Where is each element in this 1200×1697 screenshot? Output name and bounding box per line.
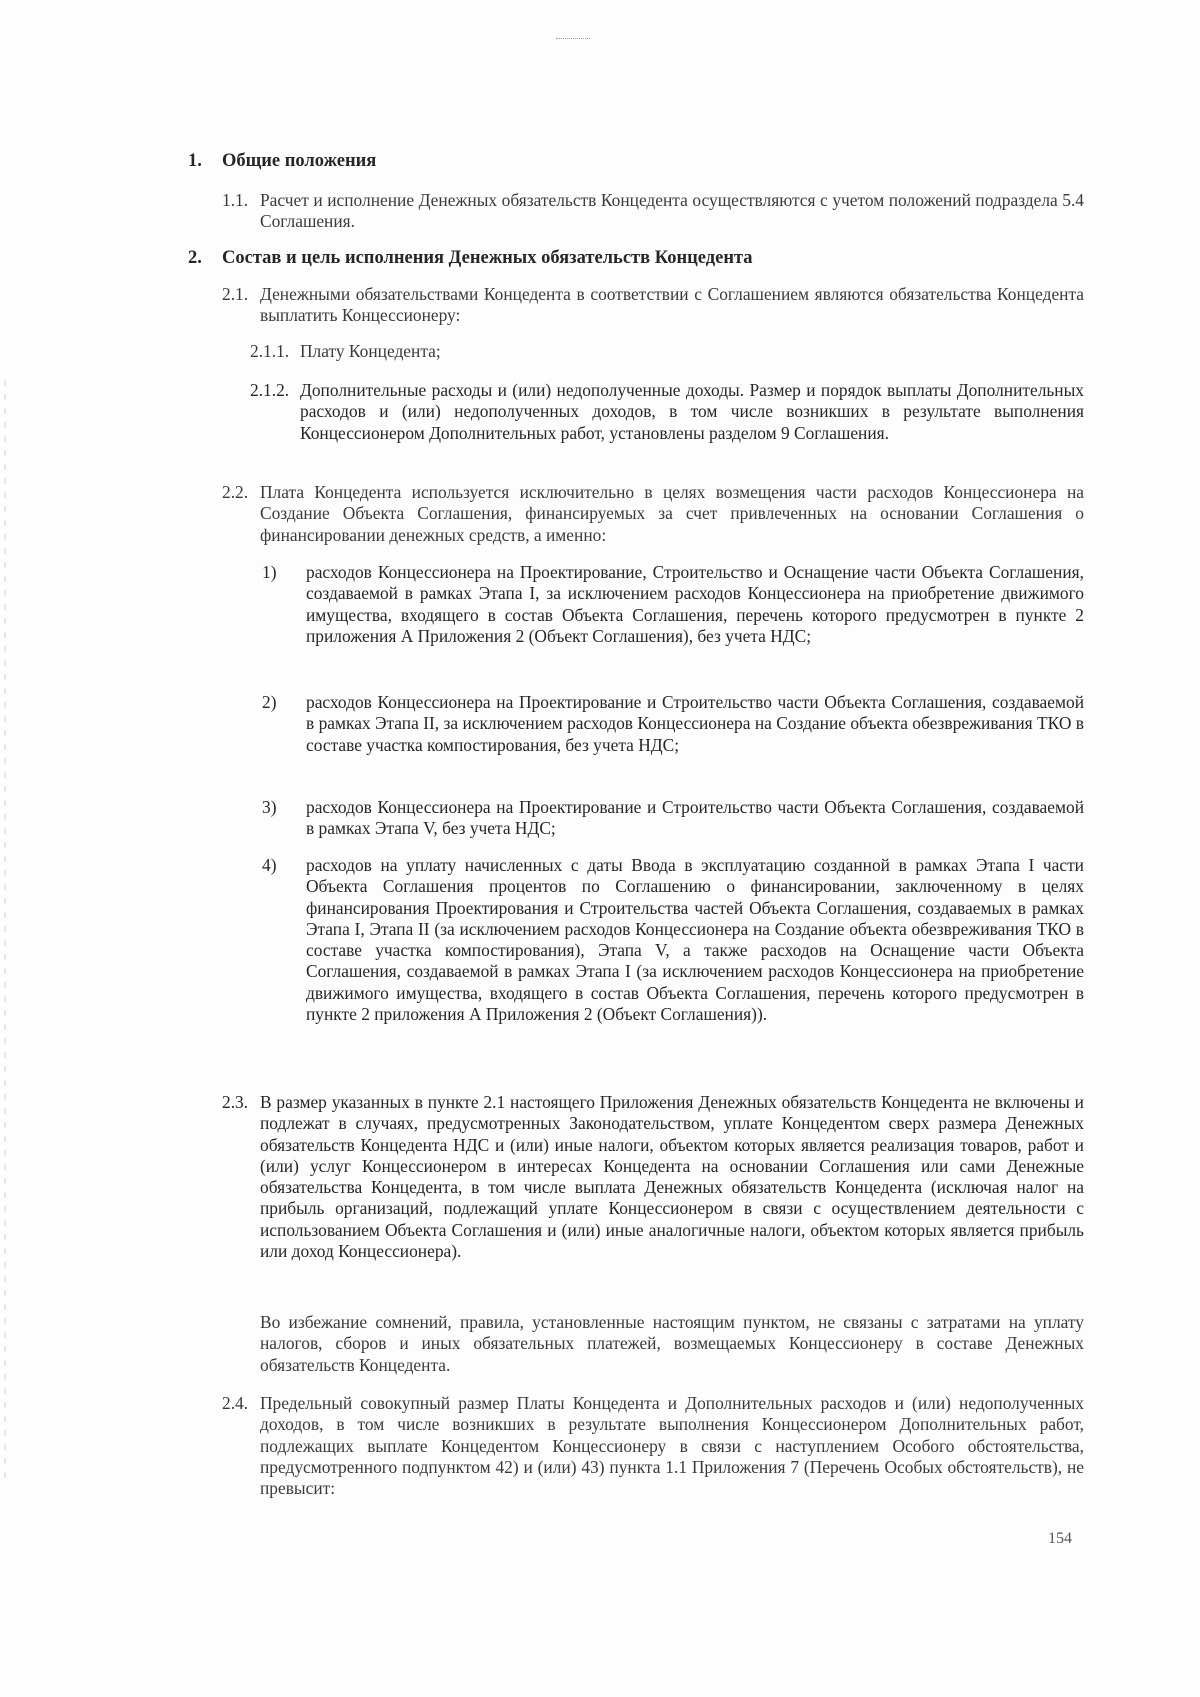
clause-text: Плату Концедента; <box>300 341 441 361</box>
list-item-2 <box>262 692 1084 756</box>
clause-1-1 <box>222 190 1084 233</box>
section-title: Общие положения <box>222 151 377 171</box>
scan-edge-artifact <box>4 380 6 1480</box>
section-heading-1 <box>188 150 376 173</box>
list-number: 3) <box>262 797 277 817</box>
clause-text: Денежными обязательствами Концедента в соответствии с Соглашением являются обязательства Концедента выплатить Концессионеру: <box>260 284 1084 326</box>
list-text: расходов на уплату начисленных с даты Ввода в эксплуатацию созданной в рамках Этапа I части Объекта Соглашения процентов по Соглашению о финансировании, заключенному в целях финансирования Проектирования и Строительства частей Объекта Соглашения, создаваемых в рамках Этапа I, Этапа II (за исключением расходов Концессионера на Создание объекта обезвреживания ТКО в составе участка компостирования), Этапа V, а также расходов на Оснащение части Объекта Соглашения, создаваемой в рамках Этапа I (за исключением расходов Концессионера на приобретение движимого имущества, входящего в состав Объекта Соглашения, перечень которого предусмотрен в пункте 2 приложения А Приложения 2 (Объект Соглашения)). <box>306 855 1084 1025</box>
clause-text: Расчет и исполнение Денежных обязательств Концедента осуществляются с учетом положений подраздела 5.4 Соглашения. <box>260 190 1084 232</box>
list-number: 1) <box>262 562 277 582</box>
clause-number: 2.3. <box>222 1092 249 1112</box>
clause-2-3-note <box>260 1312 1084 1376</box>
clause-2-2 <box>222 482 1084 546</box>
section-number: 1. <box>188 151 202 171</box>
clause-number: 2.1. <box>222 284 249 304</box>
clause-number: 2.1.1. <box>250 341 290 361</box>
clause-2-1-1 <box>250 341 1084 362</box>
clause-2-1 <box>222 284 1084 327</box>
paragraph-text: Во избежание сомнений, правила, установленные настоящим пунктом, не связаны с затратами на уплату налогов, сборов и иных обязательных платежей, возмещаемых Концессионеру в составе Денежных обязательств Концедента. <box>260 1312 1084 1375</box>
clause-text: Предельный совокупный размер Платы Концедента и Дополнительных расходов и (или) недополученных доходов, в том числе возникших в результате выполнения Концессионером Дополнительных работ, подлежащих выплате Концедентом Концессионеру в связи с наступлением Особого обстоятельства, предусмотренного подпунктом 42) и (или) 43) пункта 1.1 Приложения 7 (Перечень Особых обстоятельств), не превысит: <box>260 1393 1084 1499</box>
list-item-4 <box>262 855 1084 1025</box>
page-number: 154 <box>1048 1530 1072 1547</box>
clause-number: 2.2. <box>222 482 249 502</box>
list-text: расходов Концессионера на Проектирование и Строительство части Объекта Соглашения, создаваемой в рамках Этапа V, без учета НДС; <box>306 797 1084 839</box>
clause-text: Дополнительные расходы и (или) недополученные доходы. Размер и порядок выплаты Дополнительных расходов и (или) недополученных доходов, в том числе возникших в результате выполнения Концессионером Дополнительных работ, установлены разделом 9 Соглашения. <box>300 380 1084 443</box>
clause-2-1-2 <box>250 380 1084 444</box>
section-heading-2 <box>188 247 753 270</box>
clause-2-3 <box>222 1092 1084 1262</box>
top-mark <box>556 38 590 40</box>
list-text: расходов Концессионера на Проектирование и Строительство части Объекта Соглашения, создаваемой в рамках Этапа II, за исключением расходов Концессионера на Создание объекта обезвреживания ТКО в составе участка компостирования, без учета НДС; <box>306 692 1084 755</box>
clause-number: 1.1. <box>222 190 249 210</box>
clause-number: 2.4. <box>222 1393 249 1413</box>
section-title: Состав и цель исполнения Денежных обязательств Концедента <box>222 248 753 268</box>
list-text: расходов Концессионера на Проектирование, Строительство и Оснащение части Объекта Соглашения, создаваемой в рамках Этапа I, за исключением расходов Концессионера на приобретение движимого имущества, входящего в состав Объекта Соглашения, перечень которого предусмотрен в пункте 2 приложения А Приложения 2 (Объект Соглашения), без учета НДС; <box>306 562 1084 646</box>
clause-text: В размер указанных в пункте 2.1 настоящего Приложения Денежных обязательств Концедента не включены и подлежат в случаях, предусмотренных Законодательством, уплате Концедентом сверх размера Денежных обязательств Концедента НДС и (или) иные налоги, объектом которых является реализация товаров, работ и (или) услуг Концессионером в интересах Концедента на основании Соглашения или сами Денежные обязательства Концедента, в том числе выплата Денежных обязательств Концедента (исключая налог на прибыль организаций, подлежащий уплате Концессионером в связи с осуществлением деятельности с использованием Объекта Соглашения и (или) иные аналогичные налоги, объектом которых является прибыль или доход Концессионера). <box>260 1092 1084 1262</box>
clause-text: Плата Концедента используется исключительно в целях возмещения части расходов Концессионера на Создание Объекта Соглашения, финансируемых за счет привлеченных на основании Соглашения о финансировании денежных средств, а именно: <box>260 482 1084 545</box>
list-item-3 <box>262 797 1084 840</box>
clause-number: 2.1.2. <box>250 380 290 400</box>
list-number: 2) <box>262 692 277 712</box>
list-item-1 <box>262 562 1084 647</box>
list-number: 4) <box>262 855 277 875</box>
clause-2-4 <box>222 1393 1084 1499</box>
section-number: 2. <box>188 248 202 268</box>
